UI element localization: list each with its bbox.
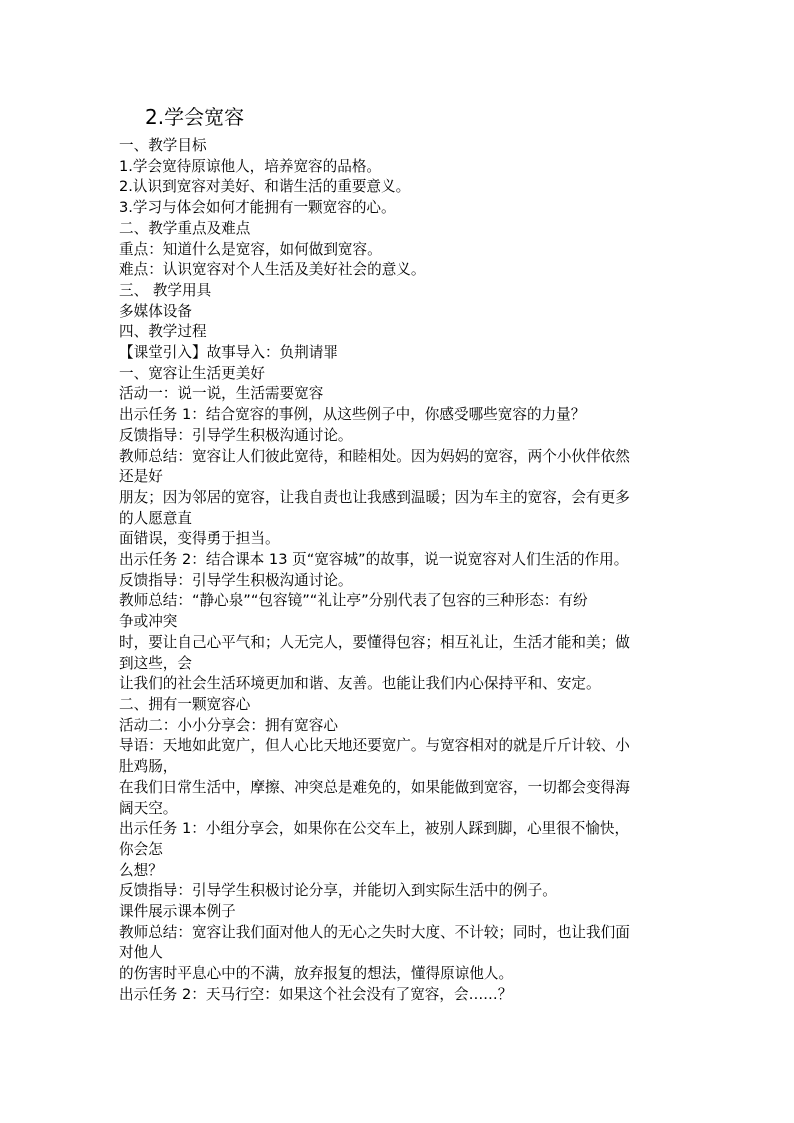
section-heading-process: 四、教学过程 [119, 323, 207, 341]
text-line: 反馈指导：引导学生积极沟通讨论。 [119, 426, 353, 444]
text-line: 争或冲突 [119, 613, 178, 631]
text-line: 1.学会宽待原谅他人，培养宽容的品格。 [119, 157, 382, 175]
document-body [119, 136, 679, 1006]
section-heading-key-points: 二、教学重点及难点 [119, 219, 251, 237]
text-line: 你会怎 [119, 840, 163, 858]
text-line: 活动一：说一说，生活需要宽容 [119, 385, 324, 403]
text-line: 课件展示课本例子 [119, 903, 236, 921]
text-line: 教师总结：宽容让我们面对他人的无心之失时大度、不计较；同时，也让我们面 [119, 923, 630, 941]
document-page [119, 102, 679, 1006]
text-line: 面错误，变得勇于担当。 [119, 530, 280, 548]
text-line: 出示任务 1：小组分享会，如果你在公交车上，被别人踩到脚，心里很不愉快， [119, 820, 630, 838]
text-line: 多媒体设备 [119, 302, 192, 320]
subsection-heading: 二、拥有一颗宽容心 [119, 695, 251, 713]
text-line: 阔天空。 [119, 799, 178, 817]
text-line: 2.认识到宽容对美好、和谐生活的重要意义。 [119, 178, 411, 196]
text-line: 难点：认识宽容对个人生活及美好社会的意义。 [119, 261, 426, 279]
text-line: 出示任务 2：天马行空：如果这个社会没有了宽容，会……？ [119, 985, 513, 1003]
section-heading-tools: 三、 教学用具 [119, 281, 212, 299]
text-line: 朋友；因为邻居的宽容，让我自责也让我感到温暖；因为车主的宽容，会有更多 [119, 488, 630, 506]
text-line: 反馈指导：引导学生积极讨论分享，并能切入到实际生活中的例子。 [119, 882, 557, 900]
text-line: 导语：天地如此宽广，但人心比天地还要宽广。与宽容相对的就是斤斤计较、小 [119, 737, 630, 755]
text-line: 到这些，会 [119, 654, 192, 672]
document-title: 2.学会宽容 [145, 105, 245, 129]
text-line: 活动二：小小分享会：拥有宽容心 [119, 716, 338, 734]
text-line: 对他人 [119, 944, 163, 962]
section-heading-objectives: 一、教学目标 [119, 137, 207, 154]
text-line: 还是好 [119, 468, 163, 486]
text-line: 的伤害时平息心中的不满，放弃报复的想法，懂得原谅他人。 [119, 965, 514, 983]
text-line: 出示任务 2：结合课本 13 页“宽容城”的故事，说一说宽容对人们生活的作用。 [119, 551, 629, 569]
text-line: 肚鸡肠， [119, 758, 178, 776]
text-line: 教师总结：“静心泉”“包容镜”“礼让亭”分别代表了包容的三种形态：有纷 [119, 592, 588, 610]
text-line: 出示任务 1：结合宽容的事例，从这些例子中，你感受哪些宽容的力量？ [119, 406, 586, 424]
text-line: 时，要让自己心平气和；人无完人，要懂得包容；相互礼让，生活才能和美；做 [119, 633, 630, 651]
text-line: 反馈指导：引导学生积极沟通讨论。 [119, 571, 353, 589]
text-line: 【课堂引入】故事导入：负荆请罪 [119, 344, 338, 362]
text-line: 在我们日常生活中，摩擦、冲突总是难免的，如果能做到宽容，一切都会变得海 [119, 778, 630, 796]
text-line: 的人愿意直 [119, 509, 192, 527]
subsection-heading: 一、宽容让生活更美好 [119, 364, 265, 382]
text-line: 么想？ [119, 861, 163, 879]
text-line: 让我们的社会生活环境更加和谐、友善。也能让我们内心保持平和、安定。 [119, 675, 601, 693]
text-line: 教师总结：宽容让人们彼此宽待，和睦相处。因为妈妈的宽容，两个小伙伴依然 [119, 447, 630, 465]
text-line: 重点：知道什么是宽容，如何做到宽容。 [119, 240, 382, 258]
text-line: 3.学习与体会如何才能拥有一颗宽容的心。 [119, 199, 396, 217]
